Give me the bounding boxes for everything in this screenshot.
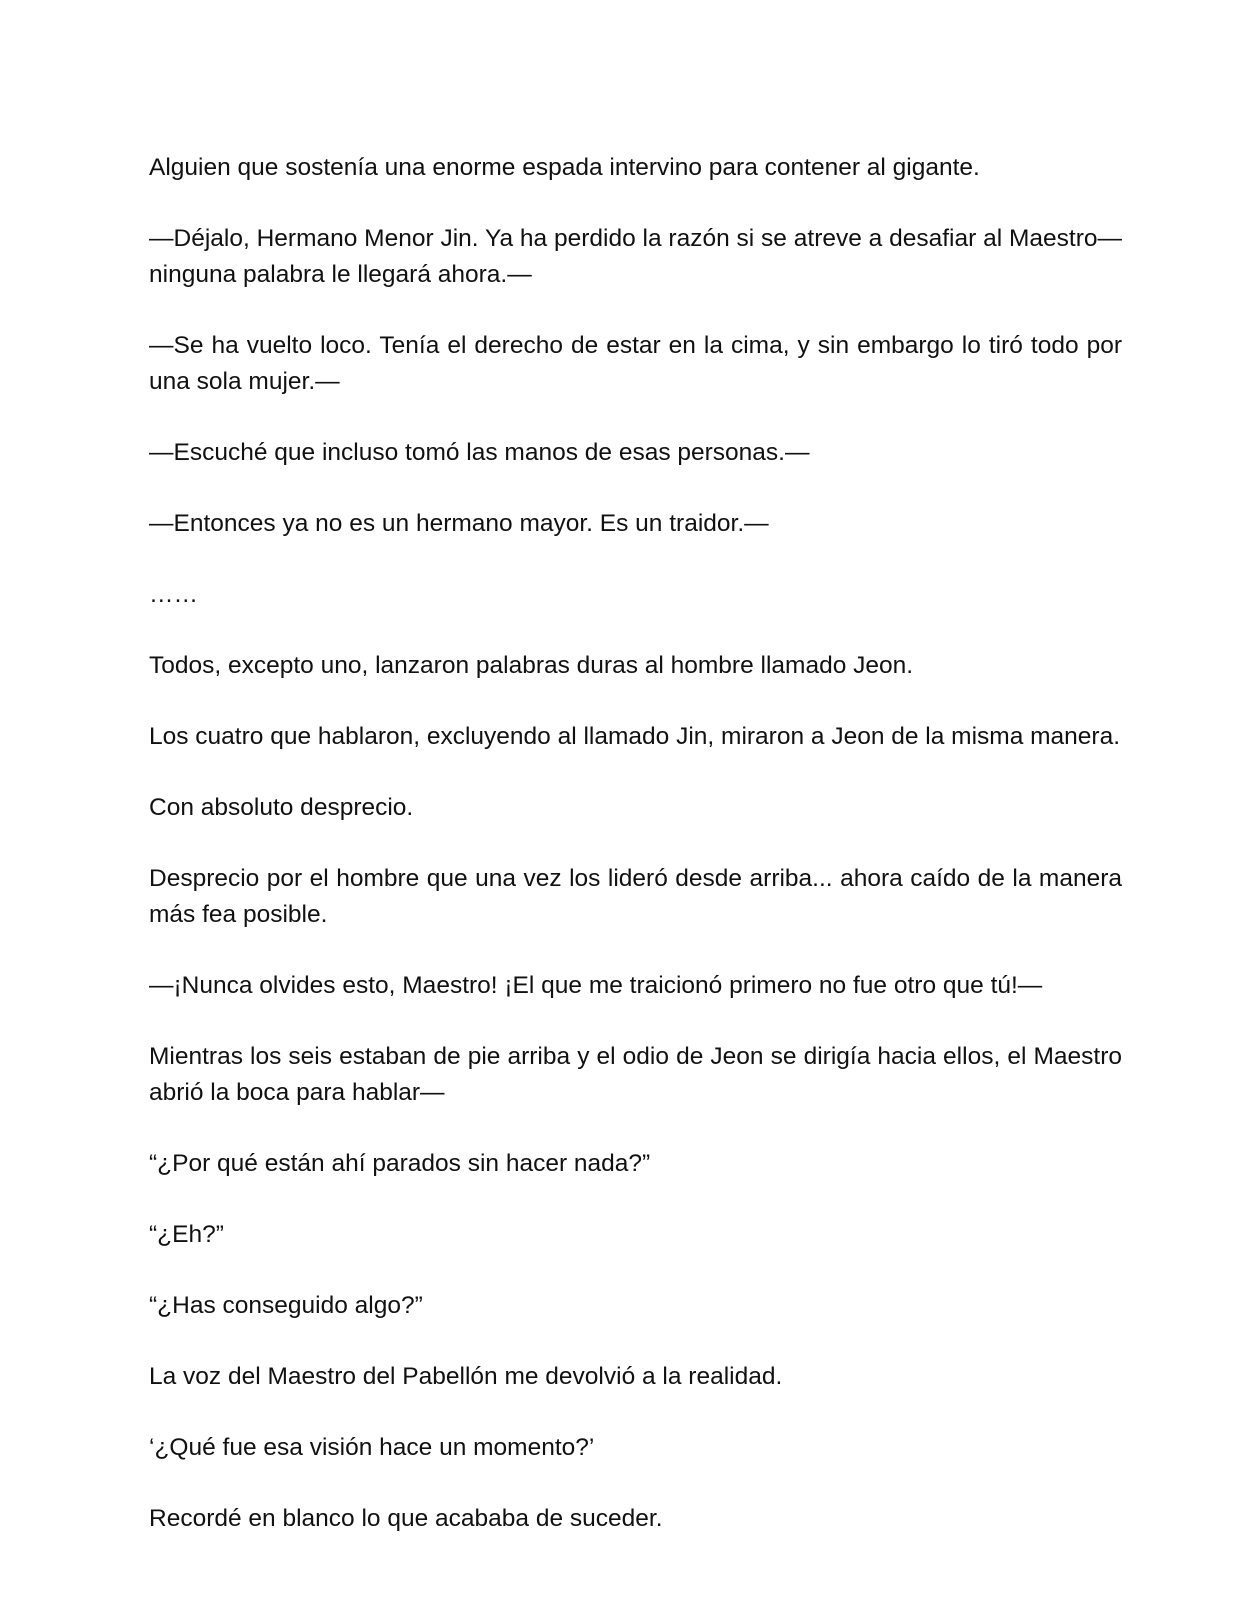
paragraph: “¿Has conseguido algo?”: [149, 1292, 423, 1319]
paragraph: “¿Eh?”: [149, 1221, 224, 1248]
paragraph: Con absoluto desprecio.: [149, 794, 414, 821]
paragraph: —Entonces ya no es un hermano mayor. Es un traidor.—: [149, 510, 769, 537]
paragraph: Desprecio por el hombre que una vez los lideró desde arriba... ahora caído de la manera más fea posible.: [149, 865, 1122, 928]
document-page: [149, 150, 1122, 1572]
ellipsis-paragraph: ……: [149, 581, 198, 608]
paragraph: “¿Por qué están ahí parados sin hacer nada?”: [149, 1150, 651, 1177]
paragraph: —Déjalo, Hermano Menor Jin. Ya ha perdido la razón si se atreve a desafiar al Maestro—ninguna palabra le llegará ahora.—: [149, 225, 1122, 288]
paragraph: Recordé en blanco lo que acababa de suceder.: [149, 1505, 663, 1532]
paragraph: —¡Nunca olvides esto, Maestro! ¡El que me traicionó primero no fue otro que tú!—: [149, 972, 1043, 999]
paragraph: ‘¿Qué fue esa visión hace un momento?’: [149, 1434, 595, 1461]
paragraph: Todos, excepto uno, lanzaron palabras duras al hombre llamado Jeon.: [149, 652, 914, 679]
paragraph: Alguien que sostenía una enorme espada intervino para contener al gigante.: [149, 154, 980, 181]
paragraph: —Escuché que incluso tomó las manos de esas personas.—: [149, 439, 810, 466]
paragraph: La voz del Maestro del Pabellón me devolvió a la realidad.: [149, 1363, 783, 1390]
paragraph: —Se ha vuelto loco. Tenía el derecho de estar en la cima, y sin embargo lo tiró todo por una sola mujer.—: [149, 332, 1122, 395]
paragraph: Mientras los seis estaban de pie arriba y el odio de Jeon se dirigía hacia ellos, el Maestro abrió la boca para hablar—: [149, 1043, 1122, 1106]
paragraph: Los cuatro que hablaron, excluyendo al llamado Jin, miraron a Jeon de la misma manera.: [149, 723, 1121, 750]
